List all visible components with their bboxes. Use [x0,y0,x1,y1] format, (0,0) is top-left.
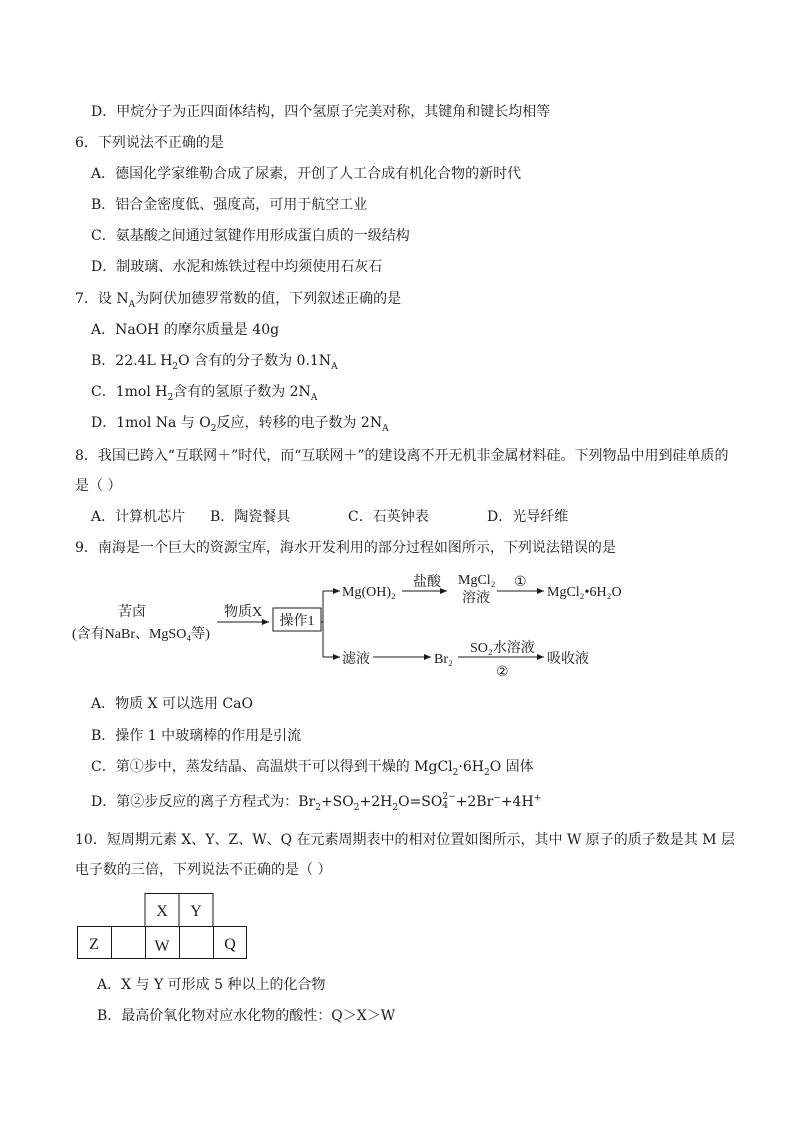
diagram-product1: MgCl₂•6H₂O [547,585,622,600]
diagram-absorb: 吸收液 [547,652,589,667]
q7-option-a: A．NaOH 的摩尔质量是 40g [91,322,280,338]
q5-option-d: D．甲烷分子为正四面体结构，四个氢原子完美对称，其键角和键长均相等 [91,104,551,120]
q9-option-d: D．第②步反应的离子方程式为：$Br_2+SO_2+2H_2O=SO$ 2− 4 +2Br−+4H+ [91,792,542,813]
element-y: Y [190,903,202,920]
q8-option-d: D．光导纤维 [487,509,569,525]
q8-option-a: A．计算机芯片 [91,509,186,525]
diagram-hcl: 盐酸 [413,575,441,590]
diagram-solution: 溶液 [462,591,490,606]
q9-option-c: C．第①步中，蒸发结晶、高温烘干可以得到干燥的 $MgCl_2\cdot 6H_2O$ 固体 [91,759,534,778]
q8-stem-line2: 是（ ） [75,478,122,494]
diagram-mgoh2: Mg(OH)₂ [342,585,396,600]
diagram-so2: SO₂水溶液 [470,641,535,656]
q7-option-b: B．22.4L $H_2O$ 含有的分子数为 $0.1N_A$ [91,353,338,372]
q8-stem-line1: 8．我国已跨入“互联网＋”时代，而“互联网＋”的建设离不开无机非金属材料硅。下列物品中用到硅单质的 [75,448,729,464]
q8-option-c: C．石英钟表 [348,509,429,525]
q10-periodic-table [77,893,247,959]
diagram-step1: ① [514,575,527,590]
q10-option-b: B．最高价氧化物对应水化物的酸性：Q＞X＞W [97,1008,396,1024]
q9-option-a: A．物质 X 可以选用 CaO [91,696,253,712]
q10-stem-line2: 电子数的三倍，下列说法不正确的是（ ） [75,862,332,878]
diagram-source: 苦卤 [118,605,146,620]
q6-option-b: B．铝合金密度低、强度高，可用于航空工业 [91,197,368,213]
diagram-filtrate: 滤液 [342,652,370,667]
q6-option-a: A．德国化学家维勒合成了尿素，开创了人工合成有机化合物的新时代 [91,166,522,182]
diagram-step2: ② [496,665,509,680]
q7-stem: 7．设 $N_A$为阿伏加德罗常数的值，下列叙述正确的是 [75,291,402,310]
q10-option-a: A．X 与 Y 可形成 5 种以上的化合物 [97,977,326,993]
cell-empty-2 [180,927,214,959]
q6-option-c: C．氨基酸之间通过氢键作用形成蛋白质的一级结构 [91,228,410,244]
q10-stem-line1: 10．短周期元素 X、Y、Z、W、Q 在元素周期表中的相对位置如图所示，其中 W 原子的质子数是其 M 层 [75,832,736,848]
element-q: Q [224,936,236,953]
diagram-br2: Br₂ [434,652,453,667]
q6-option-d: D．制玻璃、水泥和炼铁过程中均须使用石灰石 [91,259,383,275]
diagram-op1: 操作1 [279,614,315,629]
element-z: Z [89,936,99,953]
q6-stem: 6．下列说法不正确的是 [75,135,224,151]
diagram-reagent-x: 物质X [224,605,263,620]
cell-empty-1 [112,927,146,959]
diagram-mgcl2: MgCl₂ [458,573,496,588]
q7-option-d: D．1mol Na 与 $O_2$反应，转移的电子数为 $2N_A$ [91,415,389,434]
diagram-source-note: (含有NaBr、MgSO₄等) [72,627,210,642]
q7-option-c: C．1mol $H_2$含有的氢原子数为 $2N_A$ [91,384,318,403]
q9-stem: 9．南海是一个巨大的资源宝库，海水开发利用的部分过程如图所示，下列说法错误的是 [75,540,616,556]
q9-option-b: B．操作 1 中玻璃棒的作用是引流 [91,728,302,744]
element-x: X [156,903,168,920]
q9-flow-diagram [60,560,660,680]
q8-option-b: B．陶瓷餐具 [210,509,291,525]
element-w: W [154,938,170,955]
